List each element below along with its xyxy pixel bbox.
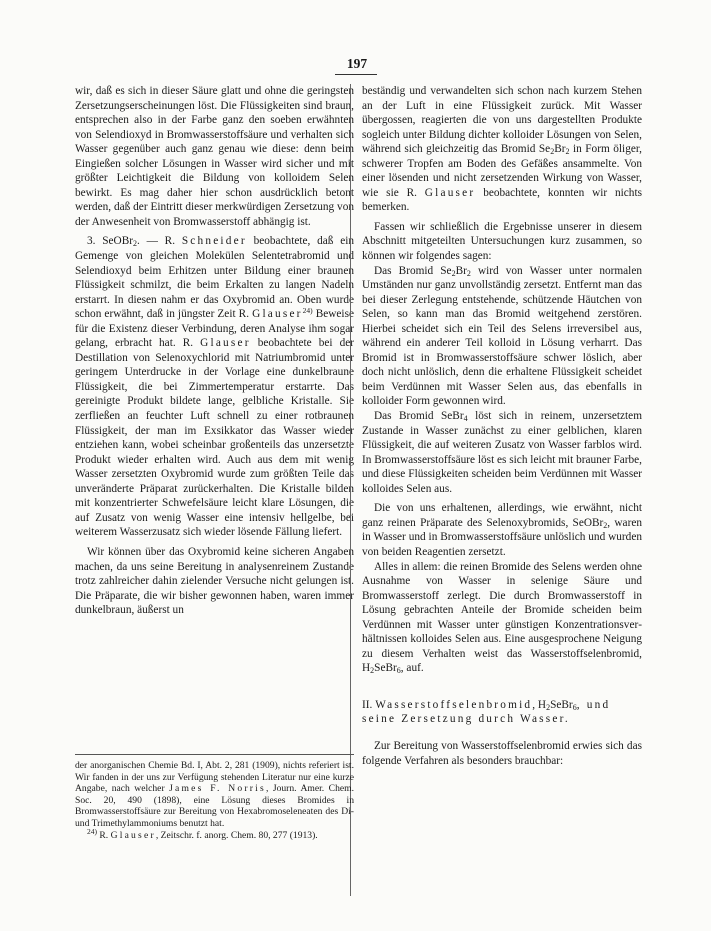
section-heading: 3. SeOBr: [87, 235, 133, 248]
right-column: [362, 84, 642, 768]
footnote: $^{24)}$ R. Glauser, Zeitschr. f. anorg. Chem. 80, 277 (1913).: [87, 826, 318, 841]
header-rule: [335, 74, 377, 75]
footnote: der anorganischen Chemie Bd. I, Abt. 2, 281 (1909), nichts referiert ist. Wir fanden in der uns zur Verfügung stehenden Literatur nur eine kurze Angabe, nach welcher James F. Norris, Journ. Amer. Chem. Soc. 20, 490 (1898), eine Lösung dieses Bromides in Bromwasserstoffsäure zur Bereitung von Hexabromoseleneaten des Di- und Trimethylammoniums benutzt hat.: [75, 760, 354, 829]
author-name: Glauser: [252, 308, 303, 321]
paragraph: wir, daß es sich in dieser Säure glatt und ohne die geringsten Zersetzungserscheinungen löst. Die Flüssigkeiten sind braun, entsprechen also in der Farbe ganz den soeben erwähnten von Selendioxyd in Bromwasserstoffsäure und verhalten sich Wasser gegenüber auch ganz genau wie diese: denn beim Eingießen solcher Lösungen in Wasser wird sicher und mit größter Leichtigkeit die Bildung von kolloidem Selen bewirkt. Es mag daher hier schon ausdrücklich betont werden, daß der Eintritt dieser merkwürdigen Zersetzung von der Anwesenheit von Bromwasserstoff abhängig ist.: [75, 85, 354, 228]
footnotes: [75, 760, 354, 841]
paragraph: 3. SeOBr$_2$. — R. Schneider beobachtete, daß ein Gemenge von gleichen Molekülen Selentetrabromid und Selendioxyd beim Erhitzen unter Bildung einer braunen Flüssigkeit schmilzt, die beim Erkalten zu langen Nadeln erstarrt. In diesen nahm er das Oxybromid an. Oben wurde schon erwähnt, daß in jüngster Zeit R. Glauser$^{24)}$ Beweise für die Existenz dieser Verbindung, deren Analyse ihm sogar gelang, erbracht hat. R. Glauser beobachtete bei der Destillation von Selenoxychlorid mit Natriumbromid unter geringem Unterdrucke in der Vorlage eine dunkelbraune Flüssigkeit, die bei Zimmertemperatur erstarrte. Das gereinigte Produkt bildete lange, gelbliche Kristalle. Sie zerfließen an feuchter Luft schnell zu einer rotbraunen Flüssigkeit, der man im Exsikkator das Wasser wieder entziehen kann, wobei scheinbar großenteils das unzersetzte Produkt wieder erhalten wird. Auch aus dem mit wenig Wasser zersetzten Oxybromid wurde zum größten Teile das unveränderte Präparat zurückerhalten. Die Kristalle bilden mit konzentrierter Schwefelsäure leicht klare Lösungen, die auf Zusatz von wenig Wasser eine intensiv hellgelbe, bei weiterem Wasserzusatz sich wieder lösende Fällung liefert.: [75, 235, 354, 539]
footnote-rule: [75, 754, 354, 755]
paragraph: Fassen wir schließlich die Ergebnisse unserer in diesem Abschnitt mitgeteilten Untersuchungen kurz zusammen, so können wir folgendes sagen:: [362, 220, 642, 263]
paragraph: beständig und verwandelten sich schon nach kurzem Stehen an der Luft in eine Flüssigkeit zurück. Mit Wasser übergossen, reagierten die von uns dargestellten Produkte sogleich unter Bildung dichter kolloider Lösungen von Selen, während sich gleichzeitig das Bromid $Se_2Br_2$ in Form öliger, schwerer Tropfen am Boden des Gefäßes ansammelte. Von einer lösenden und nicht zersetzenden Wirkung von Wasser, wie sie R. Glauser beobachtete, konnten wir nichts bemerken.: [362, 85, 642, 214]
author-name: Schneider: [181, 235, 247, 248]
author-name: Glauser: [424, 186, 476, 199]
left-column: [75, 84, 354, 618]
author-name: Glauser: [110, 829, 156, 841]
paragraph: Die von uns erhaltenen, allerdings, wie erwähnt, nicht ganz reinen Präparate des Selenoxybromids, SeOBr$_2$, waren in Wasser und in Bromwasserstoffsäure unlöslich und wurden von beiden Reagentien zersetzt.: [362, 502, 642, 558]
paragraph: Das Bromid $Se_2Br_2$ wird von Wasser unter normalen Umständen nur ganz unvollständig zersetzt. Entfernt man das bei dieser Zerlegung entstehende, schützende Häutchen von Selen, so kann man das Bromid weitgehend zerstören. Hierbei scheidet sich ein Teil des Selens irreversibel aus, während ein anderer Teil kolloid in Lösung verharrt. Das Bromid ist in Bromwasserstoffsäure schwer löslich, aber doch nicht unlöslich, denn die erhaltene Flüssigkeit scheidet beim Verdünnen mit Wasser Selen aus, das ebenfalls in kolloider Form gewonnen wird.: [362, 264, 642, 408]
paragraph: Alles in allem: die reinen Bromide des Selens werden ohne Ausnahme von Wasser in selenige Säure und Bromwasserstoff zerlegt. Die durch Bromwasserstoff in Lösung gebrachten Anteile der Bromide scheiden beim Verdünnen mit Wasser unter günstigen Konzentrationsverhältnissen kolloides Selen aus. Eine ausgesprochene Neigung zu diesem Verhalten weist das Wasserstoffselenbromid, $H_2SeBr_6$, auf.: [362, 560, 642, 676]
section-heading: II. Wasserstoffselenbromid, $H_2SeBr_6$, und seine Zersetzung durch Wasser.: [362, 698, 611, 726]
paragraph: Wir können über das Oxybromid keine sicheren Angaben machen, da uns seine Bereitung in analysenreinem Zustande trotz zahlreicher dahin zielender Versuche nicht gelungen ist. Die Präparate, die wir bisher gewonnen haben, waren immer dunkelbraun, äußerst un: [75, 545, 354, 617]
author-name: James F. Norris: [169, 783, 266, 795]
author-name: Glauser: [200, 337, 251, 350]
footnote-ref: 24): [87, 826, 97, 836]
paragraph: Zur Bereitung von Wasserstoffselenbromid erwies sich das folgende Verfahren als besonders brauchbar:: [362, 739, 642, 767]
page-number: 197: [346, 56, 368, 71]
paragraph: Das Bromid SeBr$_4$ löst sich in reinem, unzersetztem Zustande in Wasser zunächst zu einer gelblichen, klaren Flüssigkeit, die auf weiteren Zusatz von Wasser farblos wird. In Bromwasserstoffsäure löst es sich leicht mit brauner Farbe, und diese Flüssigkeiten scheiden beim Verdünnen mit Wasser kolloides Selen aus.: [362, 410, 642, 495]
footnote-ref: 24): [302, 306, 313, 316]
